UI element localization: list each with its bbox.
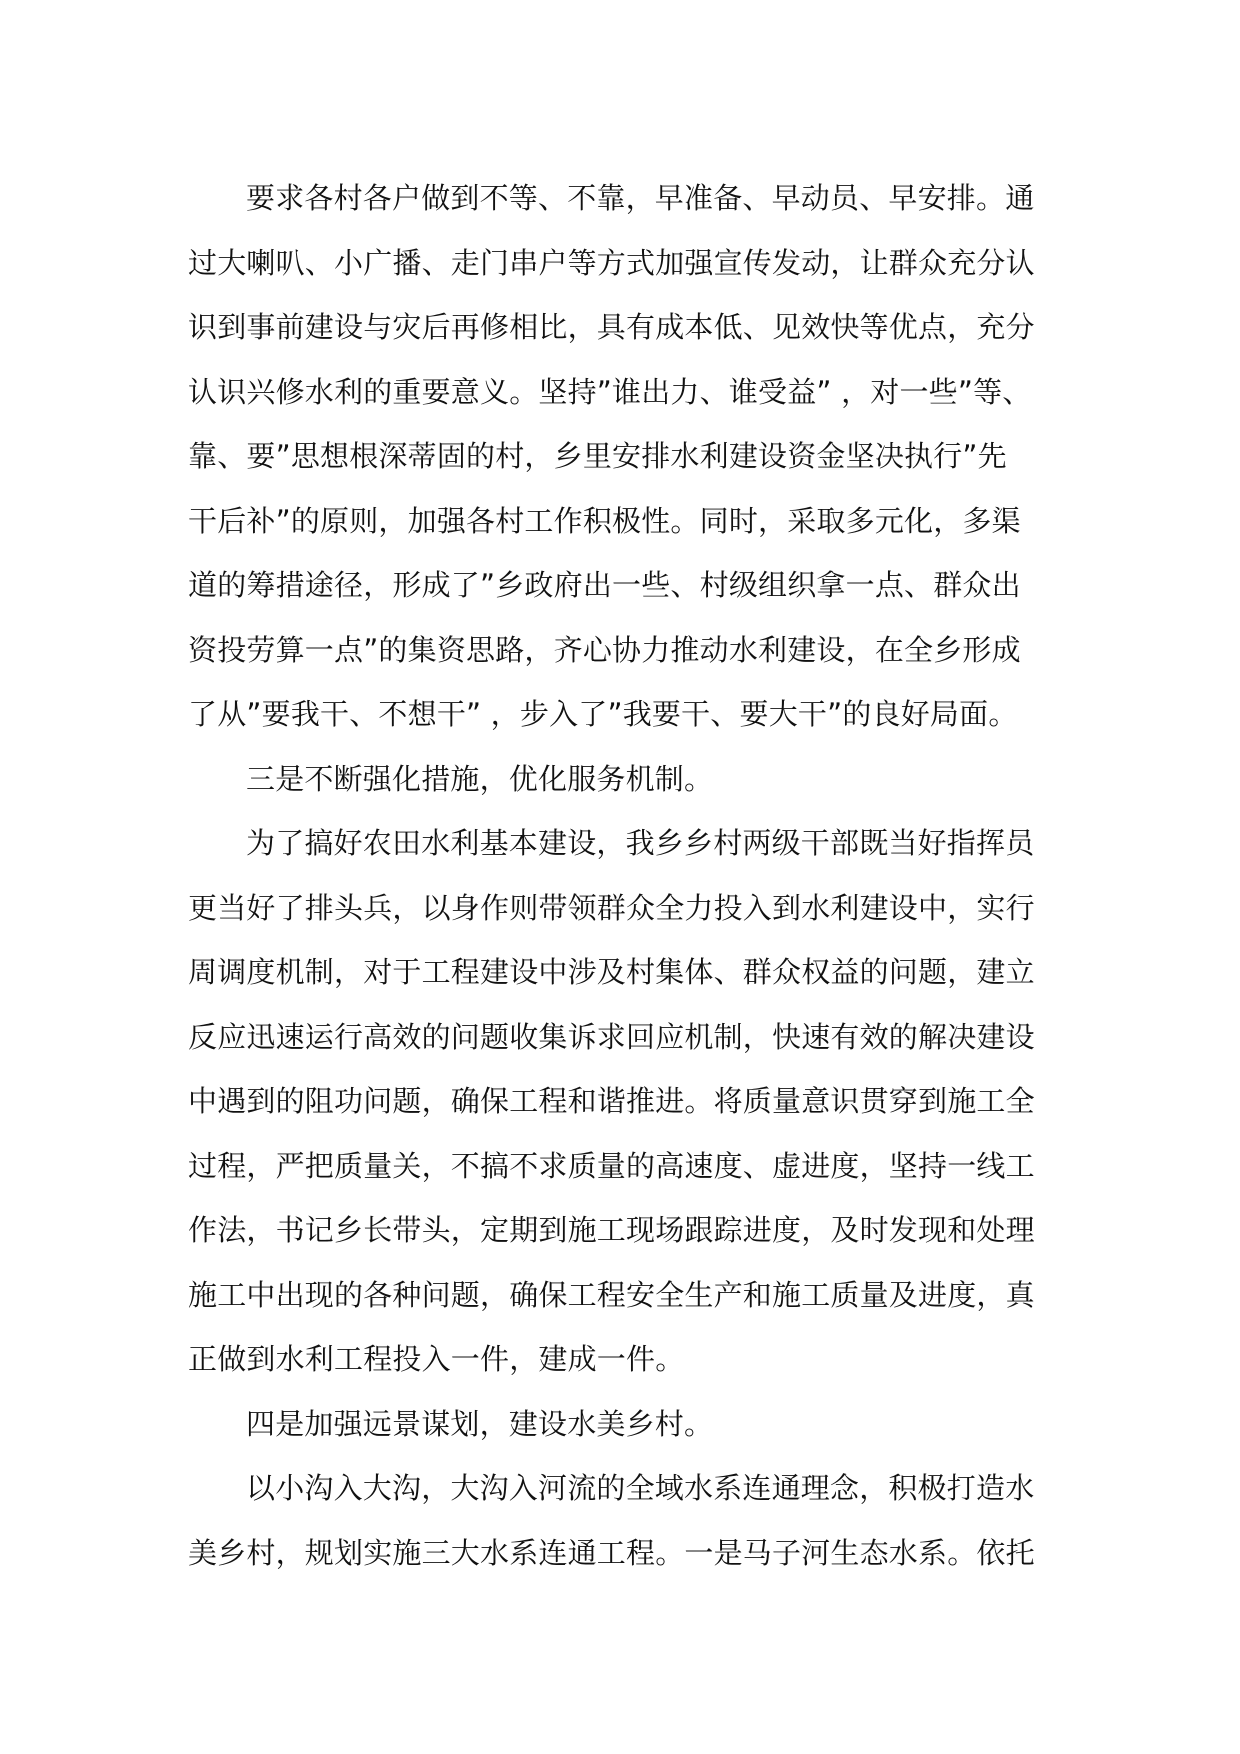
section-heading: 四是加强远景谋划，建设水美乡村。 [246,1406,714,1441]
text-line: 认识兴修水利的重要意义。坚持”谁出力、谁受益” ，对一些”等、 [188,374,1032,409]
text-line: 作法，书记乡长带头，定期到施工现场跟踪进度，及时发现和处理 [188,1213,1035,1247]
text-line: 美乡村，规划实施三大水系连通工程。一是马子河生态水系。依托 [188,1535,1035,1570]
text-line: 以小沟入大沟，大沟入河流的全域水系连通理念，积极打造水 [246,1471,1035,1505]
text-line: 过大喇叭、小广播、走门串户等方式加强宣传发动，让群众充分认 [188,245,1035,280]
document-body [188,166,1068,1585]
text-line: 要求各村各户做到不等、不靠，早准备、早动员、早安排。通 [246,181,1035,215]
text-line: 识到事前建设与灾后再修相比，具有成本低、见效快等优点，充分 [188,310,1035,344]
text-line: 施工中出现的各种问题，确保工程安全生产和施工质量及进度，真 [188,1277,1035,1312]
text-line: 资投劳算一点”的集资思路，齐心协力推动水利建设，在全乡形成 [188,632,1021,667]
text-line: 反应迅速运行高效的问题收集诉求回应机制，快速有效的解决建设 [188,1019,1035,1054]
text-line: 为了搞好农田水利基本建设，我乡乡村两级干部既当好指挥员 [246,826,1035,860]
text-line: 正做到水利工程投入一件，建成一件。 [188,1342,685,1376]
text-line: 周调度机制，对于工程建设中涉及村集体、群众权益的问题，建立 [188,955,1035,989]
text-line: 中遇到的阻功问题，确保工程和谐推进。将质量意识贯穿到施工全 [188,1084,1035,1118]
text-line: 道的筹措途径，形成了”乡政府出一些、村级组织拿一点、群众出 [188,568,1021,602]
text-line: 更当好了排头兵，以身作则带领群众全力投入到水利建设中，实行 [188,890,1035,925]
section-heading: 三是不断强化措施，优化服务机制。 [246,761,714,796]
text-line: 靠、要”思想根深蒂固的村，乡里安排水利建设资金坚决执行”先 [188,439,1007,473]
text-line: 干后补”的原则，加强各村工作积极性。同时，采取多元化，多渠 [188,503,1021,538]
text-line: 了从”要我干、不想干” ，步入了”我要干、要大干”的良好局面。 [188,697,1018,731]
text-line: 过程，严把质量关，不搞不求质量的高速度、虚进度，坚持一线工 [188,1148,1035,1183]
